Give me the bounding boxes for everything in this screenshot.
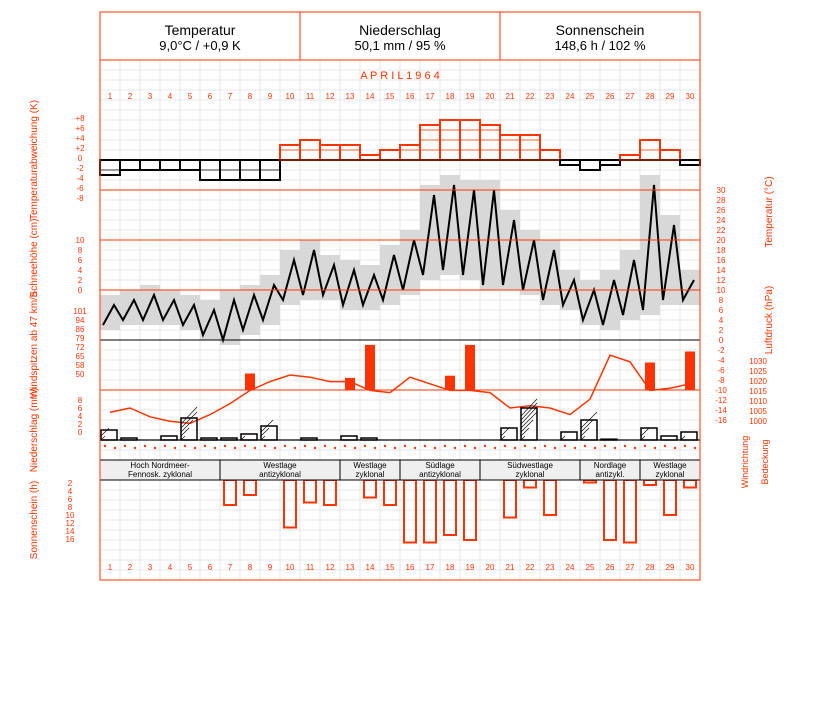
wind-direction-dot	[544, 445, 546, 447]
precipitation-bar	[561, 432, 577, 440]
sunshine-tick-label: 16	[65, 535, 75, 544]
day-number-bottom: 18	[445, 563, 455, 572]
day-number-top: 19	[465, 92, 475, 101]
deviation-tick-label: +8	[75, 114, 85, 123]
cloud-cover-dot	[694, 447, 696, 449]
temperature-tick-label: 0	[718, 336, 724, 345]
month-label: A P R I L 1 9 6 4	[360, 70, 440, 82]
sunshine-tick-label: 14	[65, 527, 75, 536]
precipitation-tick-label: 2	[77, 420, 83, 429]
left-axis-title: Temperaturabweichung (K)	[29, 99, 40, 221]
temperature-tick-label: 22	[716, 226, 726, 235]
wind-tick-label: 86	[75, 325, 85, 334]
cloud-cover-dot	[514, 447, 516, 449]
pressure-tick-label: 1020	[749, 377, 767, 386]
header-sunshine-value: 148,6 h / 102 %	[554, 38, 646, 53]
day-number-bottom: 16	[405, 563, 415, 572]
temperature-tick-label: 6	[718, 306, 724, 315]
wind-direction-dot	[584, 445, 586, 447]
sunshine-bar	[224, 480, 236, 505]
cloud-cover-dot	[234, 447, 236, 449]
left-axis-title: Sonnenschein (h)	[29, 480, 40, 560]
precipitation-hatch	[521, 407, 537, 424]
day-number-top: 3	[147, 92, 153, 101]
deviation-bar	[680, 160, 700, 165]
wind-direction-dot	[384, 445, 386, 447]
day-number-bottom: 30	[685, 563, 695, 572]
day-number-top: 23	[545, 92, 555, 101]
sunshine-bar	[684, 480, 696, 488]
weather-type-label: Südwestlage	[507, 461, 553, 470]
cloud-cover-dot	[494, 447, 496, 449]
day-number-bottom: 20	[485, 563, 495, 572]
day-number-top: 4	[167, 92, 173, 101]
precipitation-tick-label: 0	[77, 428, 83, 437]
wind-direction-dot	[164, 445, 166, 447]
cloud-cover-dot	[114, 447, 116, 449]
cloud-cover-dot	[194, 447, 196, 449]
deviation-tick-label: -6	[76, 184, 84, 193]
day-number-top: 6	[207, 92, 213, 101]
deviation-bar	[580, 160, 600, 170]
cloud-cover-dot	[174, 447, 176, 449]
temperature-tick-label: 30	[716, 186, 726, 195]
weather-type-label: Fennosk. zyklonal	[127, 470, 193, 479]
sunshine-bar	[364, 480, 376, 498]
deviation-bar	[100, 160, 120, 175]
temperature-tick-label: 4	[718, 316, 724, 325]
cloud-cover-dot	[214, 447, 216, 449]
day-number-bottom: 1	[107, 563, 113, 572]
cloud-cover-dot	[314, 447, 316, 449]
temperature-tick-label: 14	[716, 266, 726, 275]
cloud-cover-dot	[634, 447, 636, 449]
sunshine-bar	[384, 480, 396, 505]
deviation-bar	[360, 155, 380, 160]
weather-type-label: Westlage	[263, 461, 297, 470]
precipitation-bar	[681, 432, 697, 440]
sunshine-tick-label: 4	[67, 487, 73, 496]
header-precipitation-title: Niederschlag	[359, 22, 441, 38]
cloud-cover-dot	[294, 447, 296, 449]
cloud-cover-dot	[674, 447, 676, 449]
wind-direction-dot	[644, 445, 646, 447]
precipitation-tick-label: 8	[77, 396, 83, 405]
day-number-bottom: 19	[465, 563, 475, 572]
deviation-tick-label: -4	[76, 174, 84, 183]
day-number-bottom: 25	[585, 563, 595, 572]
day-number-bottom: 21	[505, 563, 515, 572]
deviation-tick-label: -8	[76, 194, 84, 203]
weather-type-label: Westlage	[353, 461, 387, 470]
temperature-tick-label: -14	[715, 406, 727, 415]
weather-type-label: Südlage	[425, 461, 455, 470]
day-number-top: 7	[227, 92, 233, 101]
day-number-bottom: 28	[645, 563, 655, 572]
day-number-top: 22	[525, 92, 535, 101]
day-number-bottom: 6	[207, 563, 213, 572]
day-number-top: 18	[445, 92, 455, 101]
day-number-bottom: 10	[285, 563, 295, 572]
wind-direction-dot	[304, 445, 306, 447]
deviation-tick-label: +2	[75, 144, 85, 153]
wind-tick-label: 72	[75, 343, 85, 352]
sunshine-bar	[244, 480, 256, 495]
precipitation-hatch	[261, 428, 269, 436]
header-frame	[100, 12, 700, 60]
day-number-bottom: 24	[565, 563, 575, 572]
day-number-bottom: 22	[525, 563, 535, 572]
wind-direction-dot	[404, 445, 406, 447]
temperature-tick-label: 2	[718, 326, 724, 335]
day-number-bottom: 27	[625, 563, 635, 572]
cloud-cover-dot	[394, 447, 396, 449]
temperature-tick-label: 24	[716, 216, 726, 225]
precipitation-bar	[101, 430, 117, 440]
day-number-bottom: 12	[325, 563, 335, 572]
weather-type-label: zyklonal	[515, 470, 545, 479]
deviation-tick-label: +6	[75, 124, 85, 133]
temperature-tick-label: 28	[716, 196, 726, 205]
cloud-cover-dot	[334, 447, 336, 449]
wind-direction-dot	[264, 445, 266, 447]
temperature-tick-label: -16	[715, 416, 727, 425]
cloud-cover-dot	[434, 447, 436, 449]
wind-direction-dot	[624, 445, 626, 447]
weather-type-label: antizyklonal	[259, 470, 301, 479]
day-number-bottom: 13	[345, 563, 355, 572]
wind-tick-label: 79	[75, 334, 85, 343]
deviation-bar	[540, 150, 560, 160]
cloud-cover-dot	[134, 447, 136, 449]
day-number-top: 14	[365, 92, 375, 101]
sunshine-bar	[424, 480, 436, 543]
day-number-bottom: 9	[267, 563, 273, 572]
precipitation-hatch	[521, 428, 529, 436]
wind-gust-bar	[245, 374, 255, 391]
day-number-top: 10	[285, 92, 295, 101]
wind-direction-dot	[184, 445, 186, 447]
wind-tick-label: 58	[75, 361, 85, 370]
wind-direction-dot	[424, 445, 426, 447]
sunshine-bar	[644, 480, 656, 485]
wind-direction-dot	[244, 445, 246, 447]
left-axis-title: Schneehöhe (cm)	[29, 218, 40, 298]
left-axis-title: Niederschlag (mm)	[29, 387, 40, 473]
precipitation-hatch	[501, 428, 509, 436]
precipitation-bar	[241, 434, 257, 440]
header-precipitation-value: 50,1 mm / 95 %	[354, 38, 446, 53]
temperature-tick-label: 12	[716, 276, 726, 285]
snow-tick-label: 4	[77, 266, 83, 275]
day-number-bottom: 2	[127, 563, 133, 572]
sunshine-bar	[404, 480, 416, 543]
wind-direction-dot	[564, 445, 566, 447]
snow-tick-label: 6	[77, 256, 83, 265]
deviation-bar	[140, 160, 160, 170]
temperature-range-band	[420, 185, 440, 280]
sunshine-tick-label: 2	[67, 479, 73, 488]
day-number-bottom: 23	[545, 563, 555, 572]
precipitation-hatch	[641, 428, 649, 436]
temperature-tick-label: 16	[716, 256, 726, 265]
weather-type-label: Hoch Nordmeer-	[130, 461, 190, 470]
day-number-top: 9	[267, 92, 273, 101]
cloud-cover-dot	[274, 447, 276, 449]
cloud-cover-dot	[534, 447, 536, 449]
day-number-top: 11	[305, 92, 315, 101]
deviation-tick-label: +4	[75, 134, 85, 143]
cloud-cover-dot	[454, 447, 456, 449]
wind-tick-label: 50	[75, 370, 85, 379]
temperature-tick-label: -2	[717, 346, 725, 355]
windrichtung-label: Windrichtung	[740, 435, 750, 489]
left-axis-title: Windspitzen ab 47 km/h	[29, 291, 40, 399]
precipitation-hatch	[101, 428, 109, 436]
wind-direction-dot	[444, 445, 446, 447]
pressure-tick-label: 1015	[749, 387, 767, 396]
snow-tick-label: 2	[77, 276, 83, 285]
wind-direction-dot	[364, 445, 366, 447]
weather-type-label: zyklonal	[655, 470, 685, 479]
day-number-bottom: 26	[605, 563, 615, 572]
wind-direction-dot	[124, 445, 126, 447]
day-number-top: 24	[565, 92, 575, 101]
cloud-cover-dot	[374, 447, 376, 449]
day-number-top: 28	[645, 92, 655, 101]
day-number-top: 13	[345, 92, 355, 101]
cloud-cover-dot	[154, 447, 156, 449]
day-number-top: 12	[325, 92, 335, 101]
sunshine-bar	[444, 480, 456, 535]
day-number-bottom: 4	[167, 563, 173, 572]
right-axis-title: Luftdruck (hPa)	[764, 285, 775, 355]
sunshine-bar	[304, 480, 316, 503]
deviation-bar	[560, 160, 580, 165]
cloud-cover-dot	[414, 447, 416, 449]
cloud-cover-dot	[654, 447, 656, 449]
day-number-bottom: 7	[227, 563, 233, 572]
wind-direction-dot	[104, 445, 106, 447]
snow-tick-label: 0	[77, 286, 83, 295]
wind-direction-dot	[344, 445, 346, 447]
day-number-bottom: 8	[247, 563, 253, 572]
sunshine-tick-label: 10	[65, 511, 75, 520]
sunshine-tick-label: 6	[67, 495, 73, 504]
header-sunshine-title: Sonnenschein	[555, 22, 645, 38]
weather-type-label: Nordlage	[593, 461, 627, 470]
weather-type-label: zyklonal	[355, 470, 385, 479]
cloud-cover-dot	[254, 447, 256, 449]
day-number-bottom: 14	[365, 563, 375, 572]
sunshine-bar	[324, 480, 336, 505]
temperature-tick-label: 18	[716, 246, 726, 255]
day-number-top: 30	[685, 92, 695, 101]
weather-type-label: antizyklonal	[419, 470, 461, 479]
day-number-bottom: 5	[187, 563, 193, 572]
pressure-tick-label: 1005	[749, 407, 767, 416]
temperature-tick-label: -10	[715, 386, 727, 395]
bedeckung-label: Bedeckung	[760, 439, 770, 485]
sunshine-bar	[624, 480, 636, 543]
deviation-tick-label: -2	[76, 164, 84, 173]
day-number-top: 29	[665, 92, 675, 101]
day-number-top: 2	[127, 92, 133, 101]
wind-gust-bar	[465, 345, 475, 390]
pressure-tick-label: 1010	[749, 397, 767, 406]
temperature-tick-label: 10	[716, 286, 726, 295]
day-number-bottom: 17	[425, 563, 435, 572]
sunshine-bar	[524, 480, 536, 488]
cloud-cover-dot	[554, 447, 556, 449]
day-number-top: 16	[405, 92, 415, 101]
temperature-tick-label: -12	[715, 396, 727, 405]
temperature-tick-label: 8	[718, 296, 724, 305]
day-number-top: 20	[485, 92, 495, 101]
precipitation-tick-label: 6	[77, 404, 83, 413]
wind-tick-label: 65	[75, 352, 85, 361]
wind-direction-dot	[144, 445, 146, 447]
wind-direction-dot	[464, 445, 466, 447]
deviation-bar	[180, 160, 200, 170]
deviation-bar	[160, 160, 180, 170]
deviation-bar	[320, 145, 340, 160]
deviation-bar	[500, 135, 520, 160]
day-number-top: 15	[385, 92, 395, 101]
deviation-bar	[660, 150, 680, 160]
precipitation-tick-label: 4	[77, 412, 83, 421]
wind-direction-dot	[484, 445, 486, 447]
weather-type-label: Westlage	[653, 461, 687, 470]
weather-type-label: antizykl.	[595, 470, 625, 479]
day-number-top: 8	[247, 92, 253, 101]
snow-tick-label: 10	[75, 236, 85, 245]
deviation-bar	[600, 160, 620, 165]
temperature-tick-label: -6	[717, 366, 725, 375]
day-number-top: 25	[585, 92, 595, 101]
deviation-tick-label: 0	[77, 154, 83, 163]
wind-direction-dot	[324, 445, 326, 447]
day-number-bottom: 3	[147, 563, 153, 572]
precipitation-hatch	[581, 428, 589, 436]
cloud-cover-dot	[354, 447, 356, 449]
wind-gust-bar	[365, 345, 375, 390]
wind-direction-dot	[664, 445, 666, 447]
wind-gust-bar	[445, 376, 455, 390]
sunshine-tick-label: 8	[67, 503, 73, 512]
sunshine-bar	[504, 480, 516, 518]
wind-direction-dot	[284, 445, 286, 447]
deviation-bar	[340, 145, 360, 160]
day-number-bottom: 11	[305, 563, 315, 572]
deviation-bar	[120, 160, 140, 170]
day-number-top: 27	[625, 92, 635, 101]
right-axis-title: Temperatur (°C)	[764, 176, 775, 248]
temperature-tick-label: -8	[717, 376, 725, 385]
pressure-tick-label: 1000	[749, 417, 767, 426]
pressure-tick-label: 1030	[749, 357, 767, 366]
pressure-tick-label: 1025	[749, 367, 767, 376]
temperature-range-band	[640, 175, 660, 315]
cloud-cover-dot	[594, 447, 596, 449]
deviation-bar	[520, 135, 540, 160]
deviation-bar	[280, 145, 300, 160]
snow-tick-label: 8	[77, 246, 83, 255]
wind-direction-dot	[604, 445, 606, 447]
cloud-cover-dot	[574, 447, 576, 449]
cloud-cover-dot	[614, 447, 616, 449]
wind-tick-label: 101	[73, 307, 87, 316]
deviation-bar	[400, 145, 420, 160]
cloud-cover-dot	[474, 447, 476, 449]
day-number-top: 5	[187, 92, 193, 101]
header-temperature-title: Temperatur	[164, 22, 236, 38]
wind-direction-dot	[224, 445, 226, 447]
day-number-bottom: 15	[385, 563, 395, 572]
wind-direction-dot	[524, 445, 526, 447]
temperature-range-band	[480, 180, 500, 290]
temperature-tick-label: 26	[716, 206, 726, 215]
deviation-bar	[620, 155, 640, 160]
header-temperature-value: 9,0°C / +0,9 K	[159, 38, 241, 53]
wind-direction-dot	[204, 445, 206, 447]
wind-direction-dot	[684, 445, 686, 447]
day-number-top: 1	[107, 92, 113, 101]
temperature-tick-label: 20	[716, 236, 726, 245]
day-number-top: 17	[425, 92, 435, 101]
temperature-tick-label: -4	[717, 356, 725, 365]
deviation-bar	[380, 150, 400, 160]
wind-direction-dot	[504, 445, 506, 447]
day-number-top: 26	[605, 92, 615, 101]
day-number-top: 21	[505, 92, 515, 101]
day-number-bottom: 29	[665, 563, 675, 572]
precipitation-hatch	[181, 428, 189, 436]
sunshine-tick-label: 12	[65, 519, 75, 528]
wind-tick-label: 94	[75, 316, 85, 325]
